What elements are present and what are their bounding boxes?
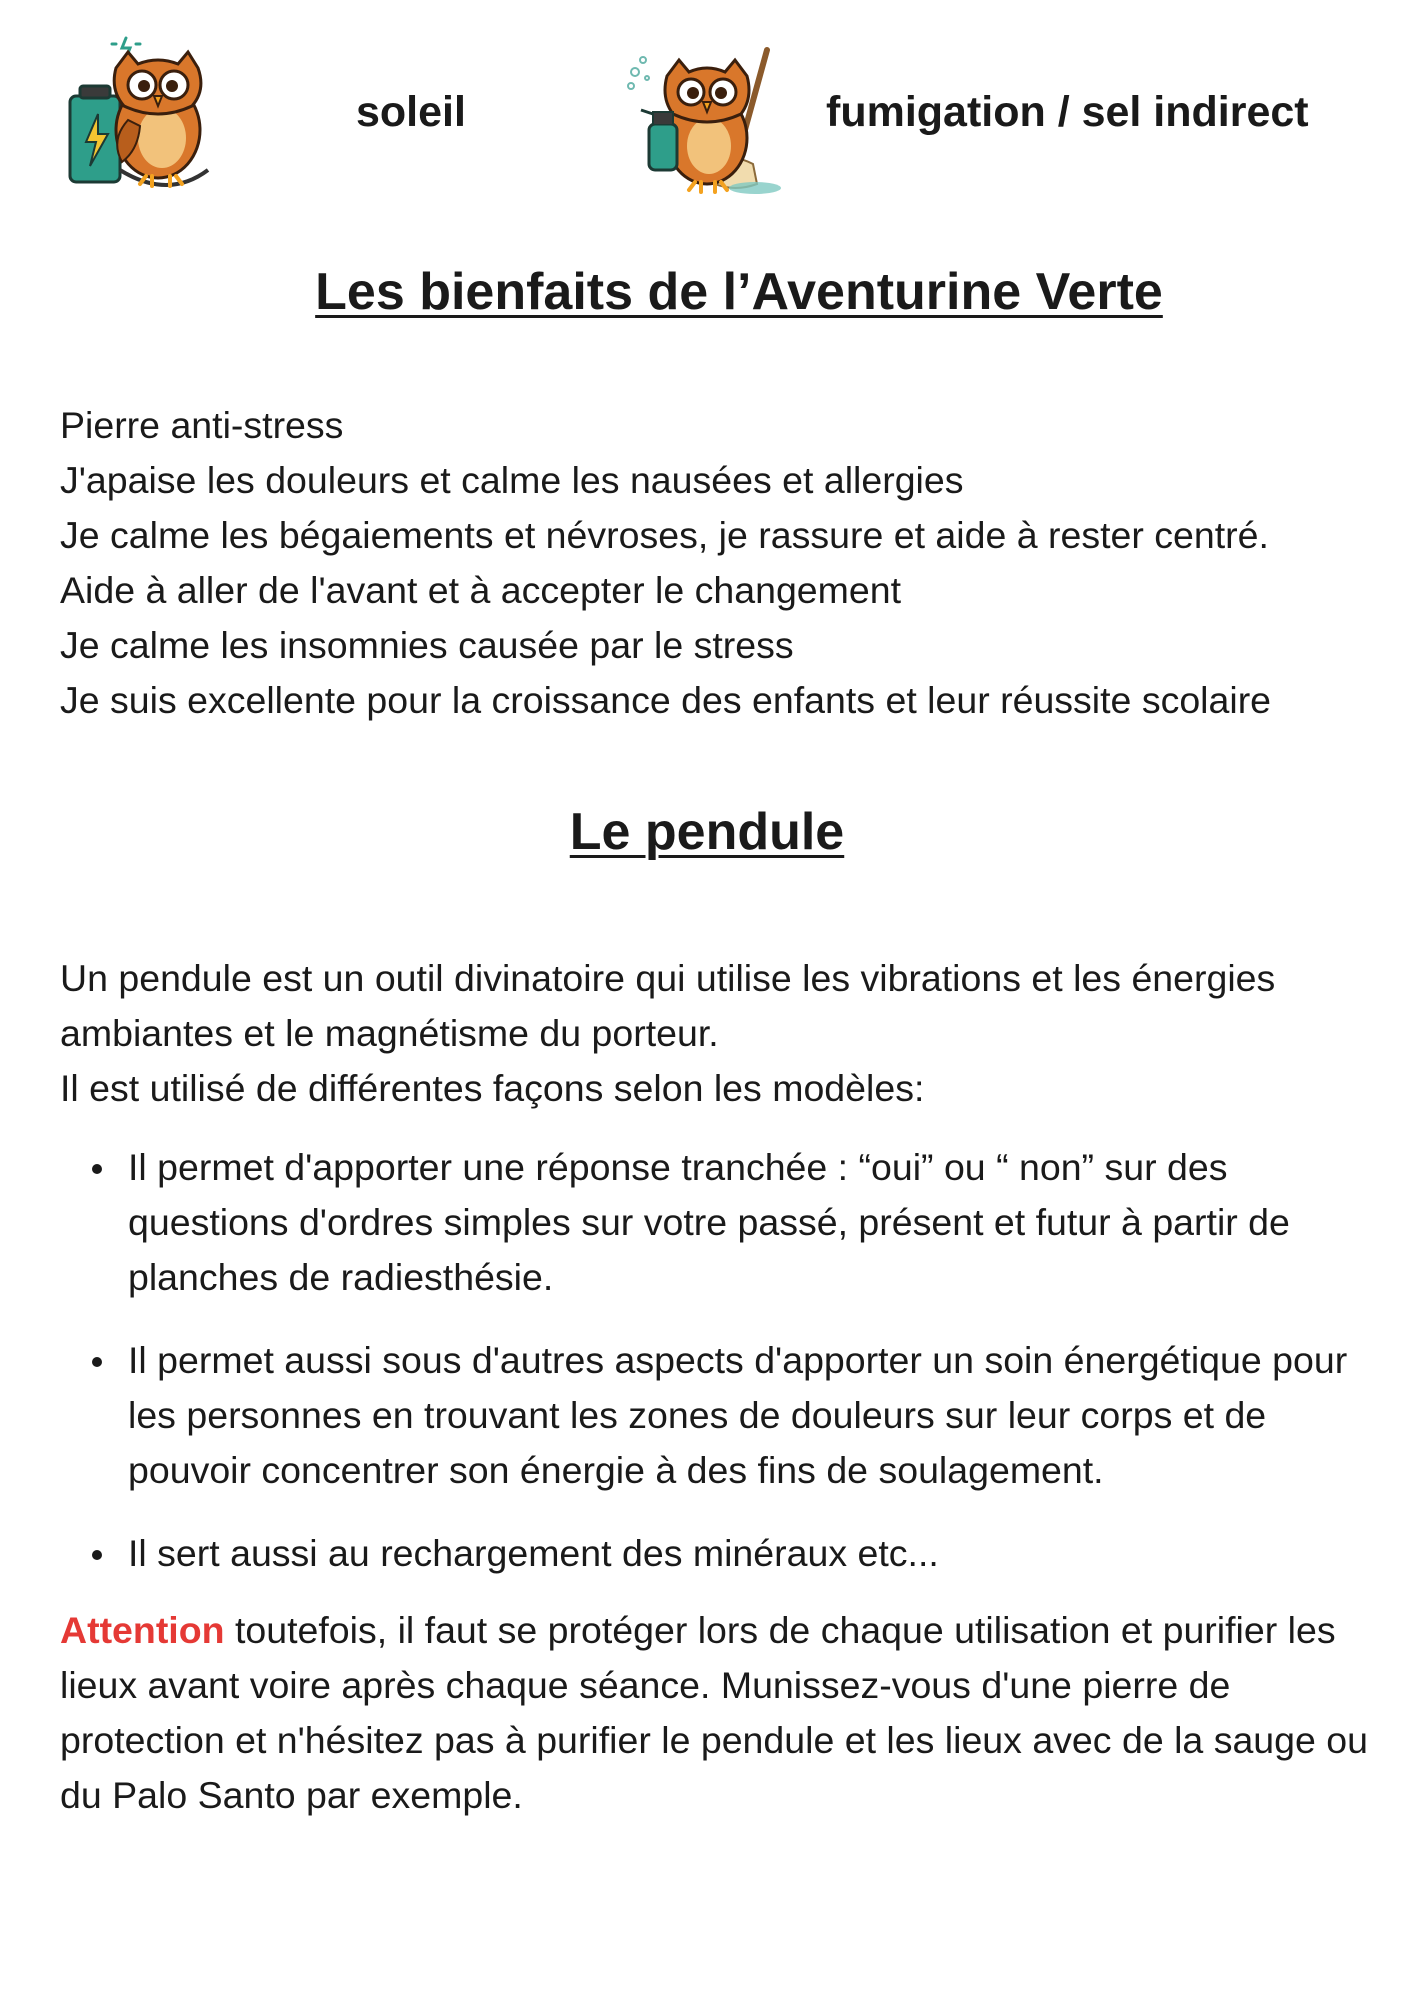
- pendule-use-item: [60, 1333, 1360, 1498]
- pendule-intro: [60, 951, 1380, 1116]
- pendule-intro-usage: Il est utilisé de différentes façons selon les modèles:: [60, 1067, 925, 1109]
- benefit-item: Je calme les insomnies causée par le stress: [60, 624, 794, 666]
- pendule-uses-list: [60, 1140, 1360, 1609]
- purification-method-label: fumigation / sel indirect: [826, 88, 1309, 136]
- owl-cleaning-spray-mop-icon: [625, 42, 785, 197]
- pendule-use-text: Il permet aussi sous d'autres aspects d'apporter un soin énergétique pour les personnes en trouvant les zones de douleurs sur leur corps et de pouvoir concentrer son énergie à des fins de soulagement.: [128, 1339, 1348, 1491]
- benefit-item: Je calme les bégaiements et névroses, je rassure et aide à rester centré.: [60, 514, 1269, 556]
- aventurine-benefits-list: [60, 398, 1390, 728]
- benefit-item: J'apaise les douleurs et calme les nausées et allergies: [60, 459, 964, 501]
- benefit-item: Pierre anti-stress: [60, 404, 344, 446]
- pendule-use-text: Il sert aussi au rechargement des minéraux etc...: [128, 1532, 939, 1574]
- pendule-use-item: [60, 1140, 1360, 1305]
- attention-text: toutefois, il faut se protéger lors de chaque utilisation et purifier les lieux avant voire après chaque séance. Munissez-vous d'une pierre de protection et n'hésitez pas à purifier le pendule et les lieux avec de la sauge ou du Palo Santo par exemple.: [60, 1609, 1368, 1816]
- benefit-item: Je suis excellente pour la croissance des enfants et leur réussite scolaire: [60, 679, 1272, 721]
- pendule-use-text: Il permet d'apporter une réponse tranchée : “oui” ou “ non” sur des questions d'ordres simples sur votre passé, présent et futur à partir de planches de radiesthésie.: [128, 1146, 1290, 1298]
- recharge-method-label: soleil: [356, 88, 466, 136]
- owl-battery-charging-icon: [58, 30, 218, 195]
- attention-warning: [60, 1603, 1380, 1823]
- benefit-item: Aide à aller de l'avant et à accepter le changement: [60, 569, 902, 611]
- attention-label: Attention: [60, 1609, 225, 1651]
- recharge-purify-header: [0, 0, 1414, 210]
- bullet-icon: [92, 1164, 102, 1174]
- bullet-icon: [92, 1550, 102, 1560]
- pendule-use-item: [60, 1526, 1360, 1581]
- aventurine-title: Les bienfaits de l’Aventurine Verte: [315, 263, 1163, 321]
- pendule-title: Le pendule: [569, 803, 845, 861]
- pendule-intro-definition: Un pendule est un outil divinatoire qui utilise les vibrations et les énergies ambiantes et le magnétisme du porteur.: [60, 957, 1276, 1054]
- bullet-icon: [92, 1357, 102, 1367]
